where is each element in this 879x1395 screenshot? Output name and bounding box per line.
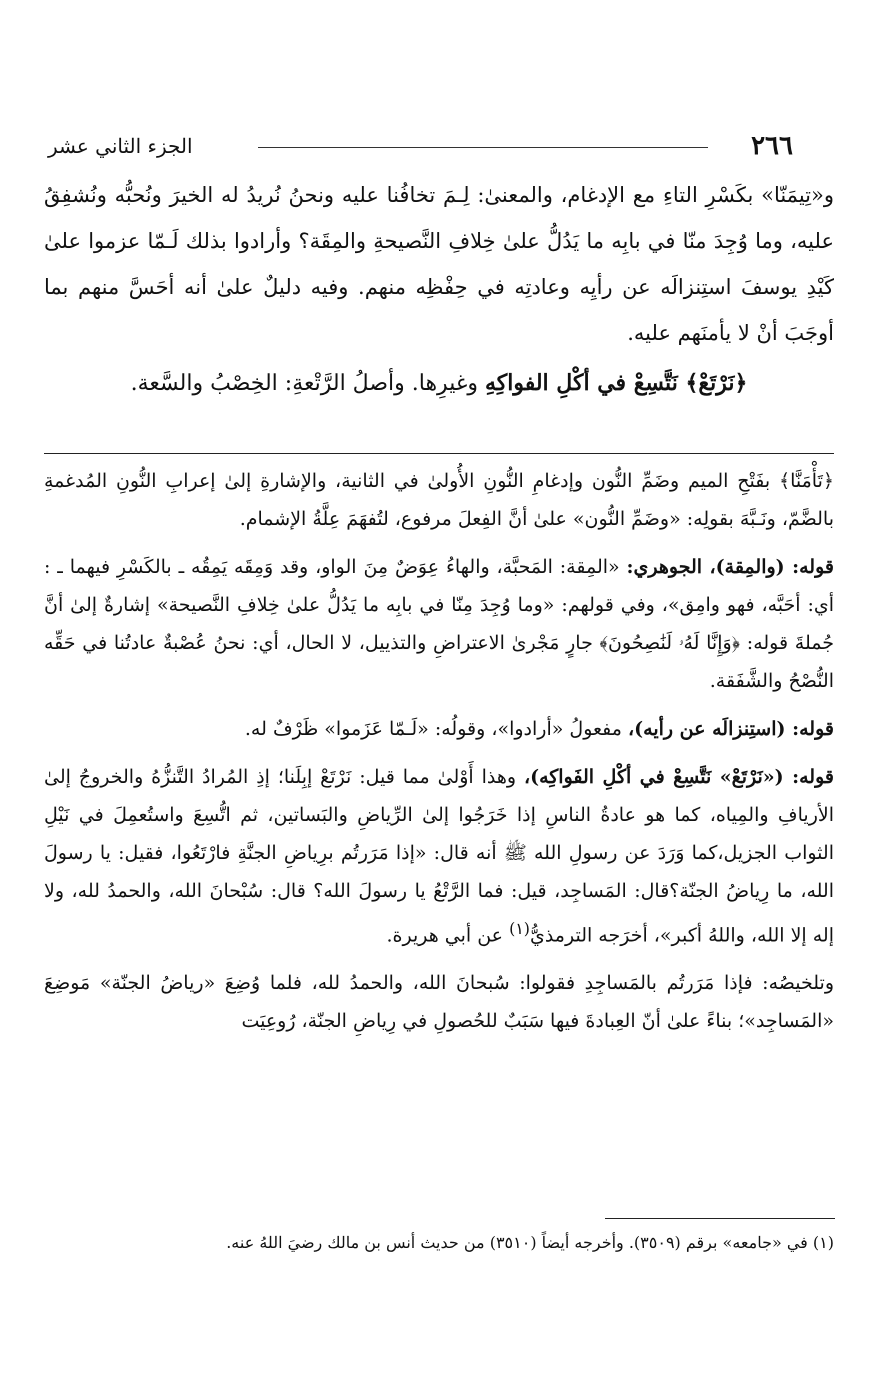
verse-line: [44, 356, 834, 411]
commentary-body-3: مفعولُ «أرادوا»، وقولُه: «لَـمّا عَزَموا» ظَرْفٌ له.: [244, 718, 629, 740]
commentary-lead-2: قوله: (والمِقة)، الجوهري:: [626, 556, 834, 578]
footnotes: [44, 1228, 834, 1258]
page-header: [48, 128, 793, 166]
text-divider: [44, 453, 834, 454]
commentary-body-4: وهذا أَوْلىٰ مما قيل: نَرْتَعْ إبِلَنا؛ إذِ المُرادُ التَّنزُّهُ والخروجُ إلىٰ الأريافِ والمِياه، كما هو عادةُ الناسِ إذا خَرَجُوا إلىٰ الرِّياضِ والبَساتين، ثم اتُّسِعَ واستُعمِلَ في نَيْلِ الثواب الجزيل،كما وَرَدَ عن رسولِ الله ﷺ أنه قال: «إذا مَرَرتُم برِياضِ الجنَّةِ فارْتَعُوا، فقيل: يا رسولَ الله، ما رِياضُ الجنّة؟قال: المَساجِد، قيل: فما الرَّتْعُ يا رسولَ الله؟ قال: سُبْحانَ الله، والحمدُ لله، ولا إله إلا الله، واللهُ أكبر»، أخرَجه الترمذيُّ: [44, 766, 834, 947]
commentary-paragraph-3: [44, 710, 834, 748]
header-rule: [258, 147, 708, 148]
main-paragraph: و«تِيمَنّا» بكَسْرِ التاءِ مع الإدغام، والمعنىٰ: لِـمَ تخافُنا عليه ونحنُ نُريدُ له الخيرَ ونُحبُّه ونُشفِقُ عليه، وما وُجِدَ منّا في بابِه ما يَدُلُّ علىٰ خِلافِ النَّصيحةِ والمِقَة؟ وأرادوا بذلك لَـمّا عزموا علىٰ كَيْدِ يوسفَ استِنزالَه عن رأيِه وعادتِه في حِفْظِه منهم. وفيه دليلٌ علىٰ أنه أحَسَّ منهم بما أوجَبَ أنْ لا يأمنَهم عليه.: [44, 183, 834, 345]
page-number: ٢٦٦: [751, 131, 793, 161]
verse-phrase: ﴿نَرْتَعْ﴾ نَتَّسِعْ في أكْلِ الفواكِهِ: [484, 370, 748, 396]
commentary: [44, 462, 834, 1050]
commentary-body-2: «المِقة: المَحبَّة، والهاءُ عِوَضٌ مِنَ الواو، وقد وَمِقَه يَمِقُه ـ بالكَسْرِ فيهما ـ : أي: أحَبَّه، فهو وامِق»، وفي قولهم: «وما وُجِدَ مِنّا في بابِه ما يَدُلُّ علىٰ خِلافِ النَّصيحة» إشارةٌ إلىٰ أنَّ جُملةَ قوله: ﴿وَإِنَّا لَهُۥ لَنَٰصِحُونَ﴾ جارٍ مَجْرىٰ الاعتراضِ والتذييل، لا الحال، أي: نحنُ عُصْبةٌ عادتُنا في حَقِّه النُّصْحُ والشَّفَقة.: [44, 556, 834, 692]
commentary-lead-4: قوله: («نَرْتَعْ» نَتَّسِعْ في أكْلِ الفَواكِه)،: [523, 766, 834, 788]
commentary-paragraph-4: [44, 758, 834, 954]
commentary-lead-3: قوله: (استِنزالَه عن رأيه)،: [628, 718, 834, 740]
running-title: الجزء الثاني عشر: [48, 134, 193, 158]
footnote-reference: (١): [509, 919, 530, 938]
commentary-tail-4: عن أبي هريرة.: [386, 924, 510, 947]
main-text: [44, 172, 834, 411]
verse-rest: وغيرِها. وأصلُ الرَّتْعةِ: الخِصْبُ والسَّعة.: [130, 371, 485, 396]
commentary-paragraph-5: وتلخيصُه: فإذا مَرَرتُم بالمَساجِدِ فقولوا: سُبحانَ الله، والحمدُ لله، فلما وُضِعَ «رياضُ الجنّة» مَوضِعَ «المَساجِد»؛ بناءً علىٰ أنّ العِبادةَ فيها سَبَبٌ للحُصولِ في رِياضِ الجنّة، رُوعِيَت: [44, 972, 834, 1033]
footnote-rule: [605, 1218, 835, 1219]
commentary-paragraph-2: [44, 548, 834, 700]
footnote-1: (١) في «جامعه» برقم (٣٥٠٩). وأخرجه أيضاً (٣٥١٠) من حديث أنس بن مالك رضيَ اللهُ عنه.: [226, 1233, 834, 1252]
commentary-paragraph-1: ﴿تَأْمَنَّا﴾ بفَتْحِ الميم وضَمِّ النُّون وإدغامِ النُّونِ الأُولىٰ في الثانية، والإشارةِ إلىٰ إعرابِ النُّونِ المُدغمةِ بالضَّمّ، ونَـبَّهَ بقولِه: «وضَمِّ النُّون» علىٰ أنَّ الفِعلَ مرفوع، لتُفهَمَ عِلَّةُ الإشمام.: [44, 470, 834, 530]
